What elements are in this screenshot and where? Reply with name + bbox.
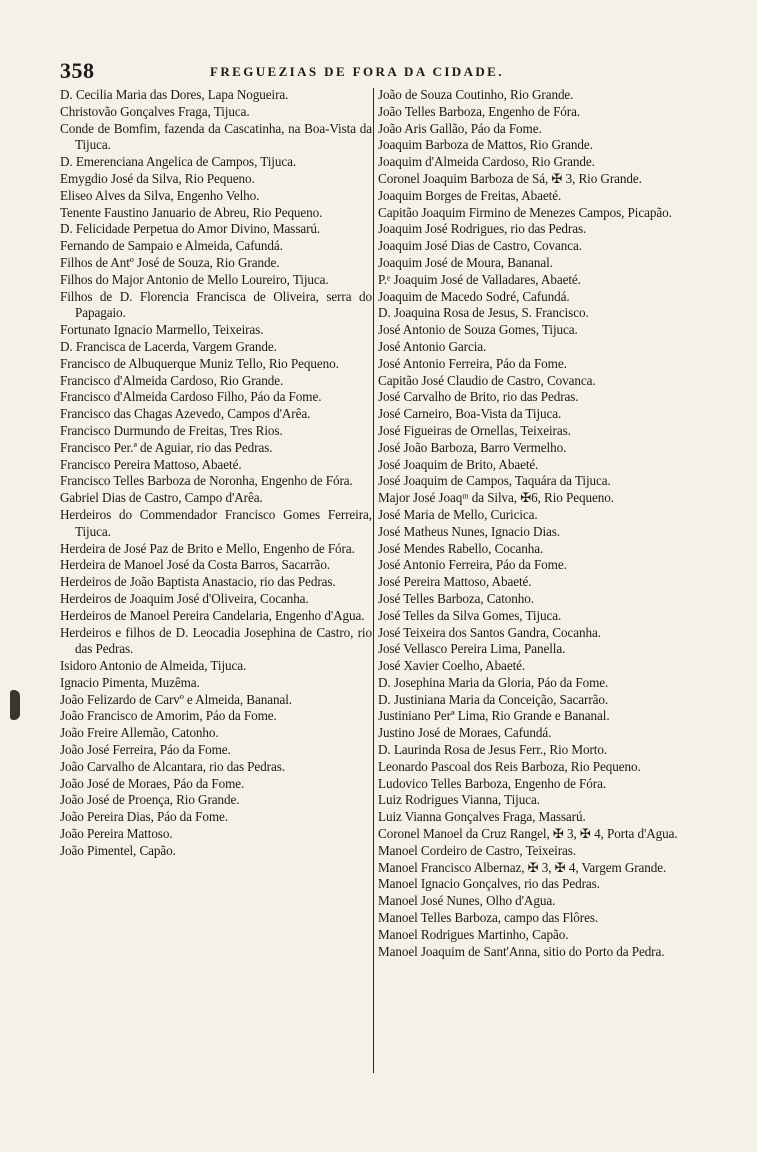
- left-column: [60, 87, 372, 860]
- directory-entry: Francisco d'Almeida Cardoso Filho, Páo da Fome.: [60, 389, 322, 405]
- directory-entry: Herdeira de Manoel José da Costa Barros, Sacarrão.: [60, 557, 331, 573]
- directory-entry: Capitão José Claudio de Castro, Covanca.: [378, 372, 596, 388]
- directory-entry: José Mendes Rabello, Cocanha.: [378, 540, 544, 556]
- directory-entry: Manoel Telles Barboza, campo das Flôres.: [378, 910, 599, 926]
- directory-entry: Francisco das Chagas Azevedo, Campos d'Arêa.: [60, 406, 311, 422]
- directory-entry: Fernando de Sampaio e Almeida, Cafundá.: [60, 238, 283, 254]
- directory-entry: Herdeiros do Commendador Francisco Gomes Ferreira, Tijuca.: [60, 506, 372, 539]
- directory-entry: José Pereira Mattoso, Abaeté.: [378, 574, 532, 590]
- directory-entry: João José Ferreira, Páo da Fome.: [60, 742, 231, 758]
- directory-entry: José Antonio Ferreira, Páo da Fome.: [378, 355, 567, 371]
- directory-entry: Ignacio Pimenta, Muzêma.: [60, 674, 200, 690]
- directory-entry: José Teixeira dos Santos Gandra, Cocanha.: [378, 624, 601, 640]
- directory-entry: Filhos de D. Florencia Francisca de Oliveira, serra do Papagaio.: [60, 288, 372, 321]
- directory-entry: Manoel Francisco Albernaz, ✠ 3, ✠ 4, Vargem Grande.: [378, 859, 667, 875]
- directory-entry: Capitão Joaquim Firmino de Menezes Campos, Picapão.: [378, 204, 672, 220]
- right-column: [378, 87, 690, 960]
- directory-entry: Major José Joaqᵐ da Silva, ✠6, Rio Pequeno.: [378, 490, 614, 506]
- directory-entry: José Joaquim de Campos, Taquára da Tijuca.: [378, 473, 611, 489]
- directory-entry: D. Joaquina Rosa de Jesus, S. Francisco.: [378, 305, 589, 321]
- directory-entry: Conde de Bomfim, fazenda da Cascatinha, na Boa-Vista da Tijuca.: [60, 120, 372, 153]
- directory-entry: Tenente Faustino Januario de Abreu, Rio Pequeno.: [60, 204, 323, 220]
- directory-entry: D. Laurinda Rosa de Jesus Ferr., Rio Morto.: [378, 742, 608, 758]
- directory-entry: Gabriel Dias de Castro, Campo d'Arêa.: [60, 490, 263, 506]
- column-divider: [373, 88, 374, 1073]
- directory-entry: Luiz Vianna Gonçalves Fraga, Massarú.: [378, 809, 586, 825]
- directory-entry: João José de Moraes, Páo da Fome.: [60, 775, 245, 791]
- directory-entry: José Figueiras de Ornellas, Teixeiras.: [378, 422, 571, 438]
- directory-entry: José Matheus Nunes, Ignacio Dias.: [378, 523, 561, 539]
- directory-entry: Herdeiros de Manoel Pereira Candelaria, Engenho d'Agua.: [60, 607, 365, 623]
- directory-entry: D. Felicidade Perpetua do Amor Divino, Massarú.: [60, 221, 321, 237]
- directory-entry: José Carvalho de Brito, rio das Pedras.: [378, 389, 579, 405]
- directory-entry: Francisco Telles Barboza de Noronha, Engenho de Fóra.: [60, 473, 353, 489]
- directory-entry: José Telles Barboza, Catonho.: [378, 590, 534, 606]
- directory-entry: Herdeiros e filhos de D. Leocadia Josephina de Castro, rio das Pedras.: [60, 624, 372, 657]
- directory-entry: D. Josephina Maria da Gloria, Páo da Fome.: [378, 674, 609, 690]
- directory-entry: Isidoro Antonio de Almeida, Tijuca.: [60, 658, 247, 674]
- directory-entry: Manoel Joaquim de Sant'Anna, sitio do Porto da Pedra.: [378, 943, 665, 959]
- directory-entry: Manoel Ignacio Gonçalves, rio das Pedras.: [378, 876, 600, 892]
- directory-entry: José Antonio Ferreira, Páo da Fome.: [378, 557, 567, 573]
- page-number: 358: [60, 58, 95, 83]
- directory-entry: Francisco d'Almeida Cardoso, Rio Grande.: [60, 372, 284, 388]
- directory-entry: João Carvalho de Alcantara, rio das Pedras.: [60, 758, 285, 774]
- directory-entry: D. Francisca de Lacerda, Vargem Grande.: [60, 338, 277, 354]
- directory-entry: José Antonio de Souza Gomes, Tijuca.: [378, 322, 578, 338]
- directory-entry: Fortunato Ignacio Marmello, Teixeiras.: [60, 322, 264, 338]
- directory-entry: João Telles Barboza, Engenho de Fóra.: [378, 103, 581, 119]
- directory-entry: José João Barboza, Barro Vermelho.: [378, 439, 567, 455]
- directory-entry: D. Justiniana Maria da Conceição, Sacarrão.: [378, 691, 609, 707]
- directory-entry: José Vellasco Pereira Lima, Panella.: [378, 641, 566, 657]
- directory-entry: Eliseo Alves da Silva, Engenho Velho.: [60, 187, 260, 203]
- directory-entry: Francisco Pereira Mattoso, Abaeté.: [60, 456, 242, 472]
- directory-entry: Coronel Manoel da Cruz Rangel, ✠ 3, ✠ 4, Porta d'Agua.: [378, 826, 678, 842]
- directory-entry: Manoel Rodrigues Martinho, Capão.: [378, 926, 569, 942]
- directory-entry: Herdeiros de João Baptista Anastacio, rio das Pedras.: [60, 574, 336, 590]
- running-title: FREGUEZIAS DE FORA DA CIDADE.: [210, 64, 504, 79]
- directory-entry: Leonardo Pascoal dos Reis Barboza, Rio Pequeno.: [378, 758, 641, 774]
- directory-entry: Joaquim José Rodrigues, rio das Pedras.: [378, 221, 587, 237]
- directory-entry: Justino José de Moraes, Cafundá.: [378, 725, 552, 741]
- directory-entry: João Aris Gallão, Páo da Fome.: [378, 120, 542, 136]
- directory-entry: Manoel Cordeiro de Castro, Teixeiras.: [378, 842, 577, 858]
- directory-entry: João Pereira Dias, Páo da Fome.: [60, 809, 228, 825]
- directory-entry: Manoel José Nunes, Olho d'Agua.: [378, 893, 556, 909]
- directory-entry: José Telles da Silva Gomes, Tijuca.: [378, 607, 562, 623]
- margin-clip-mark: [10, 690, 20, 720]
- directory-entry: João de Souza Coutinho, Rio Grande.: [378, 87, 574, 102]
- directory-entry: Emygdio José da Silva, Rio Pequeno.: [60, 170, 255, 186]
- directory-entry: Herdeiros de Joaquim José d'Oliveira, Cocanha.: [60, 590, 309, 606]
- directory-entry: João Pereira Mattoso.: [60, 826, 173, 842]
- directory-entry: Filhos do Major Antonio de Mello Loureiro, Tijuca.: [60, 271, 329, 287]
- directory-entry: D. Emerenciana Angelica de Campos, Tijuca.: [60, 154, 297, 170]
- directory-entry: João Francisco de Amorim, Páo da Fome.: [60, 708, 277, 724]
- directory-entry: Joaquim d'Almeida Cardoso, Rio Grande.: [378, 154, 595, 170]
- directory-entry: Joaquim José Dias de Castro, Covanca.: [378, 238, 582, 254]
- directory-entry: Coronel Joaquim Barboza de Sá, ✠ 3, Rio Grande.: [378, 170, 642, 186]
- directory-entry: Joaquim Borges de Freitas, Abaeté.: [378, 187, 562, 203]
- directory-entry: Ludovico Telles Barboza, Engenho de Fóra.: [378, 775, 607, 791]
- directory-entry: João Freire Allemão, Catonho.: [60, 725, 219, 741]
- directory-entry: José Carneiro, Boa-Vista da Tijuca.: [378, 406, 562, 422]
- directory-entry: Francisco de Albuquerque Muniz Tello, Rio Pequeno.: [60, 355, 339, 371]
- directory-entry: Francisco Per.ª de Aguiar, rio das Pedras.: [60, 439, 273, 455]
- directory-entry: D. Cecilia Maria das Dores, Lapa Nogueira.: [60, 87, 289, 102]
- directory-entry: Francisco Durmundo de Freitas, Tres Rios.: [60, 422, 283, 438]
- directory-entry: P.ᵉ Joaquim José de Valladares, Abaeté.: [378, 271, 581, 287]
- directory-entry: José Maria de Mello, Curicica.: [378, 506, 538, 522]
- directory-entry: José Xavier Coelho, Abaeté.: [378, 658, 526, 674]
- directory-entry: Luiz Rodrigues Vianna, Tijuca.: [378, 792, 540, 808]
- directory-entry: José Antonio Garcia.: [378, 338, 487, 354]
- directory-entry: Christovão Gonçalves Fraga, Tijuca.: [60, 103, 250, 119]
- directory-entry: José Joaquim de Brito, Abaeté.: [378, 456, 539, 472]
- page-header: [60, 58, 678, 84]
- directory-entry: Joaquim de Macedo Sodré, Cafundá.: [378, 288, 570, 304]
- directory-entry: João Felizardo de Carvº e Almeida, Bananal.: [60, 691, 292, 707]
- directory-entry: Joaquim Barboza de Mattos, Rio Grande.: [378, 137, 593, 153]
- directory-entry: Joaquim José de Moura, Bananal.: [378, 254, 553, 270]
- directory-entry: Justiniano Perª Lima, Rio Grande e Bananal.: [378, 708, 610, 724]
- directory-entry: Herdeira de José Paz de Brito e Mello, Engenho de Fóra.: [60, 540, 355, 556]
- directory-entry: João Pimentel, Capão.: [60, 842, 176, 858]
- directory-entry: João José de Proença, Rio Grande.: [60, 792, 240, 808]
- directory-entry: Filhos de Antº José de Souza, Rio Grande.: [60, 254, 280, 270]
